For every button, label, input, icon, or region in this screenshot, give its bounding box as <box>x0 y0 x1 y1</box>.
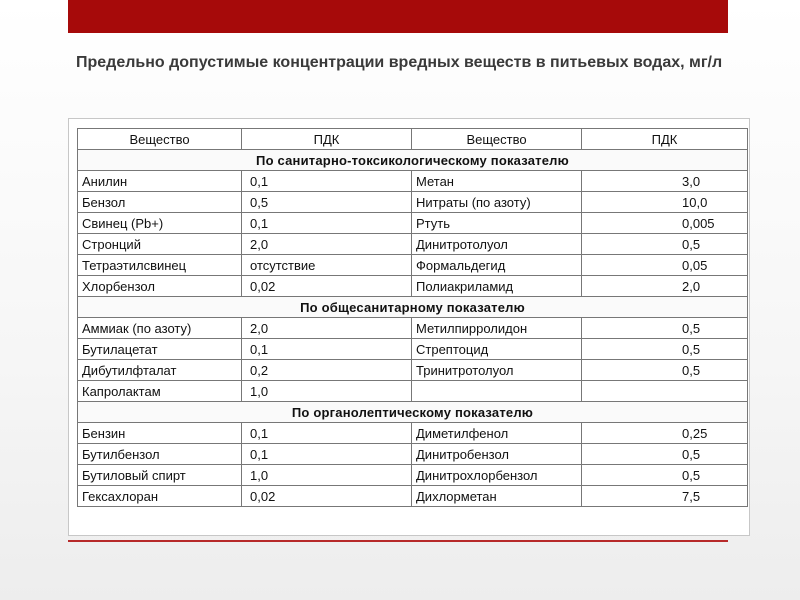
pdk-cell: 0,1 <box>242 339 412 360</box>
substance-cell: Капролактам <box>78 381 242 402</box>
substance-cell: Анилин <box>78 171 242 192</box>
substance-cell: Диметилфенол <box>412 423 582 444</box>
substance-cell: Бензол <box>78 192 242 213</box>
substance-cell: Бутилацетат <box>78 339 242 360</box>
slide-title: Предельно допустимые концентрации вредных веществ в питьевых водах, мг/л <box>76 54 723 71</box>
pdk-cell: 0,1 <box>242 171 412 192</box>
header-row <box>78 129 748 150</box>
substance-cell: Стронций <box>78 234 242 255</box>
table-row <box>78 234 748 255</box>
table-row <box>78 486 748 507</box>
table-row <box>78 465 748 486</box>
substance-cell: Тетраэтилсвинец <box>78 255 242 276</box>
pdk-cell: 0,05 <box>582 255 748 276</box>
pdk-cell: 7,5 <box>582 486 748 507</box>
table-row <box>78 360 748 381</box>
pdk-cell: 3,0 <box>582 171 748 192</box>
pdk-cell: 0,02 <box>242 276 412 297</box>
section-heading: По общесанитарному показателю <box>78 297 748 318</box>
substance-cell: Бензин <box>78 423 242 444</box>
pdk-cell: 0,5 <box>582 318 748 339</box>
substance-cell: Аммиак (по азоту) <box>78 318 242 339</box>
substance-cell: Гексахлоран <box>78 486 242 507</box>
pdk-cell <box>582 381 748 402</box>
pdk-cell: 0,1 <box>242 213 412 234</box>
section-heading: По санитарно-токсикологическому показателю <box>78 150 748 171</box>
section-heading: По органолептическому показателю <box>78 402 748 423</box>
pdk-cell: 0,25 <box>582 423 748 444</box>
substance-cell: Стрептоцид <box>412 339 582 360</box>
pdk-table-body <box>78 129 748 507</box>
header-accent-bar <box>68 0 728 33</box>
header-substance-2: Вещество <box>412 129 582 150</box>
pdk-cell: 0,005 <box>582 213 748 234</box>
substance-cell: Свинец (Pb+) <box>78 213 242 234</box>
header-substance-1: Вещество <box>78 129 242 150</box>
table-row <box>78 171 748 192</box>
pdk-cell: 1,0 <box>242 381 412 402</box>
pdk-cell: 1,0 <box>242 465 412 486</box>
pdk-cell: 2,0 <box>242 318 412 339</box>
table-row <box>78 255 748 276</box>
substance-cell: Хлорбензол <box>78 276 242 297</box>
table-row <box>78 276 748 297</box>
substance-cell: Метан <box>412 171 582 192</box>
table-row <box>78 192 748 213</box>
bottom-rule <box>68 540 728 542</box>
substance-cell: Нитраты (по азоту) <box>412 192 582 213</box>
pdk-cell: отсутствие <box>242 255 412 276</box>
substance-cell: Ртуть <box>412 213 582 234</box>
pdk-cell: 0,5 <box>242 192 412 213</box>
table-row <box>78 318 748 339</box>
substance-cell: Дихлорметан <box>412 486 582 507</box>
substance-cell: Тринитротолуол <box>412 360 582 381</box>
pdk-cell: 10,0 <box>582 192 748 213</box>
pdk-cell: 2,0 <box>582 276 748 297</box>
pdk-cell: 0,5 <box>582 339 748 360</box>
pdk-cell: 0,2 <box>242 360 412 381</box>
substance-cell: Полиакриламид <box>412 276 582 297</box>
pdk-cell: 0,1 <box>242 423 412 444</box>
substance-cell: Динитрохлорбензол <box>412 465 582 486</box>
pdk-cell: 0,5 <box>582 234 748 255</box>
pdk-cell: 0,1 <box>242 444 412 465</box>
table-row <box>78 444 748 465</box>
section-heading-row <box>78 150 748 171</box>
substance-cell: Бутилбензол <box>78 444 242 465</box>
header-pdk-1: ПДК <box>242 129 412 150</box>
pdk-cell: 0,5 <box>582 465 748 486</box>
table-row <box>78 339 748 360</box>
table-row <box>78 423 748 444</box>
pdk-cell: 2,0 <box>242 234 412 255</box>
substance-cell: Динитротолуол <box>412 234 582 255</box>
substance-cell <box>412 381 582 402</box>
section-heading-row <box>78 402 748 423</box>
pdk-cell: 0,02 <box>242 486 412 507</box>
header-pdk-2: ПДК <box>582 129 748 150</box>
table-row <box>78 381 748 402</box>
substance-cell: Бутиловый спирт <box>78 465 242 486</box>
table-row <box>78 213 748 234</box>
section-heading-row <box>78 297 748 318</box>
substance-cell: Метилпирролидон <box>412 318 582 339</box>
pdk-table <box>77 128 748 507</box>
substance-cell: Формальдегид <box>412 255 582 276</box>
pdk-cell: 0,5 <box>582 360 748 381</box>
substance-cell: Динитробензол <box>412 444 582 465</box>
substance-cell: Дибутилфталат <box>78 360 242 381</box>
pdk-cell: 0,5 <box>582 444 748 465</box>
